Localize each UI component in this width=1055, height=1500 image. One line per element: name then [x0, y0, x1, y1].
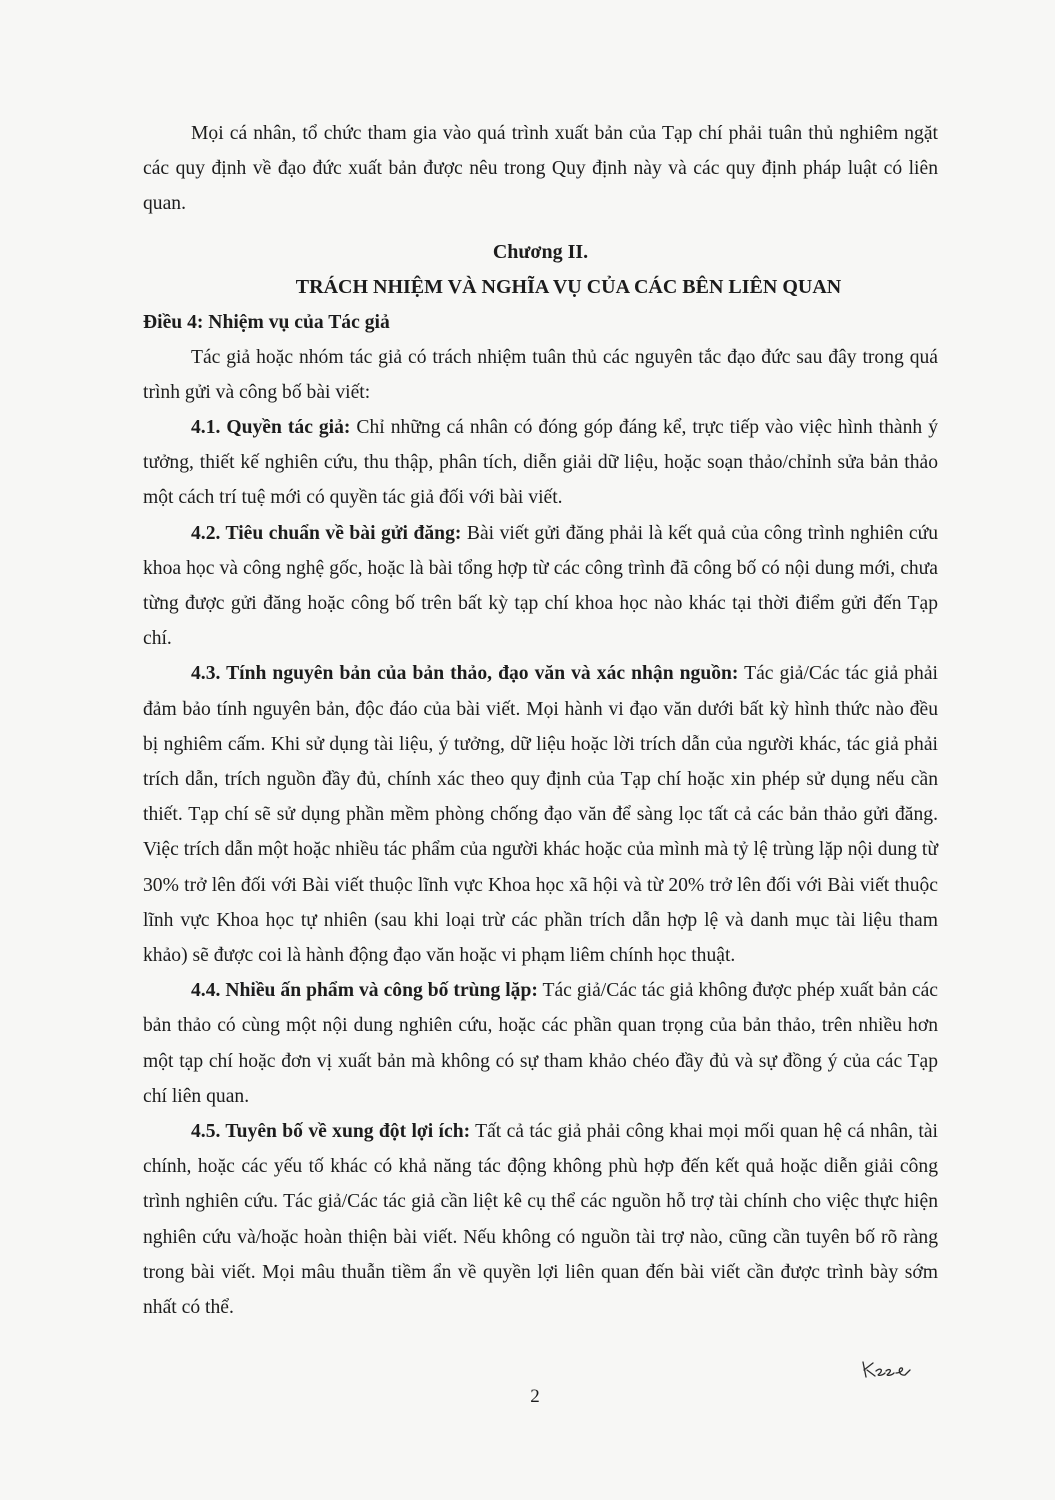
section-label: 4.4. Nhiều ấn phẩm và công bố trùng lặp: — [191, 980, 538, 1002]
section-label: 4.5. Tuyên bố về xung đột lợi ích: — [191, 1121, 471, 1143]
section-text: Bài viết gửi đăng phải là kết quả của công trình nghiên cứu khoa học và công nghệ gốc, hoặc là bài tổng hợp từ các công trình đã công bố có nội dung mới, chưa từng được gửi đăng hoặc công bố trên bất kỳ tạp chí khoa học nào khác tại thời điểm gửi đến Tạp chí. — [143, 522, 938, 650]
section-4-2 — [143, 516, 938, 657]
chapter-subtitle: TRÁCH NHIỆM VÀ NGHĨA VỤ CỦA CÁC BÊN LIÊN QUAN — [295, 275, 842, 298]
section-4-3 — [143, 656, 938, 973]
document-page — [143, 116, 938, 1325]
section-text: Tác giả/Các tác giả phải đảm bảo tính nguyên bản, độc đáo của bài viết. Mọi hành vi đạo văn dưới bất kỳ hình thức nào đều bị nghiêm cấm. Khi sử dụng tài liệu, ý tưởng, dữ liệu hoặc lời trích dẫn của người khác, tác giả phải trích dẫn, trích nguồn đầy đủ, chính xác theo quy định của Tạp chí hoặc xin phép sử dụng nếu cần thiết. Tạp chí sẽ sử dụng phần mềm phòng chống đạo văn để sàng lọc tất cả các bản thảo gửi đăng. Việc trích dẫn một hoặc nhiều tác phẩm của người khác hoặc của mình mà tỷ lệ trùng lặp nội dung từ 30% trở lên đối với Bài viết thuộc lĩnh vực Khoa học xã hội và từ 20% trở lên đối với Bài viết thuộc lĩnh vực Khoa học tự nhiên (sau khi loại trừ các phần trích dẫn hợp lệ và danh mục tài liệu tham khảo) sẽ được coi là hành động đạo văn hoặc vi phạm liêm chính học thuật. — [143, 663, 938, 967]
section-text: Tất cả tác giả phải công khai mọi mối quan hệ cá nhân, tài chính, hoặc các yếu tố khác có khả năng tác động không phù hợp đến kết quả hoặc diễn giải công trình nghiên cứu. Tác giả/Các tác giả cần liệt kê cụ thể các nguồn hỗ trợ tài chính cho việc thực hiện nghiên cứu và/hoặc hoàn thiện bài viết. Nếu không có nguồn tài trợ nào, cũng cần tuyên bố rõ ràng trong bài viết. Mọi mâu thuẫn tiềm ẩn về quyền lợi liên quan đến bài viết cần được trình bày sớm nhất có thể. — [143, 1121, 938, 1319]
chapter-title: Chương II. — [492, 240, 589, 263]
section-label: 4.3. Tính nguyên bản của bản thảo, đạo văn và xác nhận nguồn: — [191, 663, 739, 685]
section-text: Chỉ những cá nhân có đóng góp đáng kể, trực tiếp vào việc hình thành ý tưởng, thiết kế nghiên cứu, thu thập, phân tích, diễn giải dữ liệu, hoặc soạn thảo/chỉnh sửa bản thảo một cách trí tuệ mới có quyền tác giả đối với bài viết. — [143, 417, 938, 509]
section-text: Tác giả/Các tác giả không được phép xuất bản các bản thảo có cùng một nội dung nghiên cứu, hoặc các phần quan trọng của bản thảo, trên nhiều hơn một tạp chí hoặc đơn vị xuất bản mà không có sự tham khảo chéo đầy đủ và sự đồng ý của các Tạp chí liên quan. — [143, 980, 938, 1107]
section-4-5 — [143, 1114, 938, 1325]
article-heading: Điều 4: Nhiệm vụ của Tác giả — [143, 311, 390, 333]
handwritten-initials — [860, 1358, 912, 1380]
article-intro: Tác giả hoặc nhóm tác giả có trách nhiệm tuân thủ các nguyên tắc đạo đức sau đây trong quá trình gửi và công bố bài viết: — [143, 346, 938, 403]
page-number: 2 — [530, 1386, 540, 1407]
section-label: 4.1. Quyền tác giả: — [191, 417, 351, 439]
section-4-4 — [143, 973, 938, 1114]
intro-paragraph: Mọi cá nhân, tổ chức tham gia vào quá trình xuất bản của Tạp chí phải tuân thủ nghiêm ngặt các quy định về đạo đức xuất bản được nêu trong Quy định này và các quy định pháp luật có liên quan. — [143, 123, 938, 215]
section-label: 4.2. Tiêu chuẩn về bài gửi đăng: — [191, 522, 462, 544]
section-4-1 — [143, 410, 938, 516]
